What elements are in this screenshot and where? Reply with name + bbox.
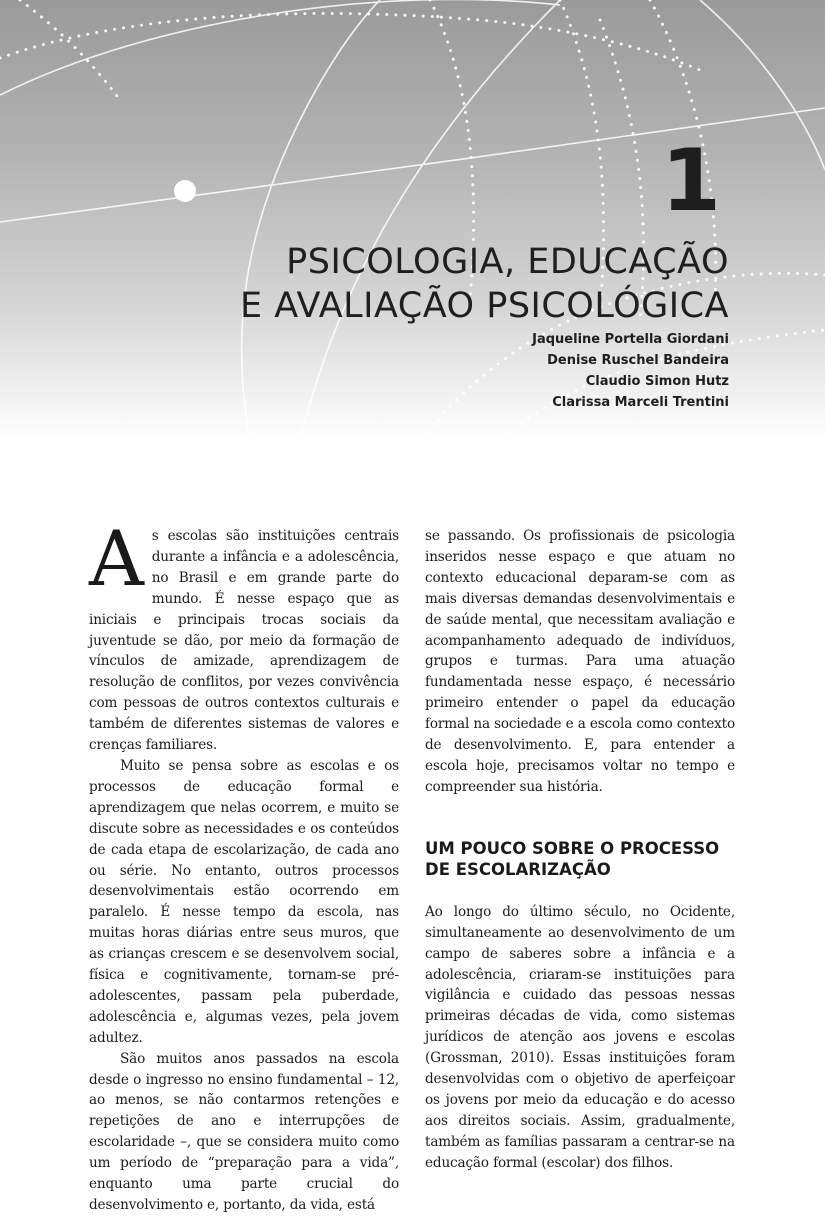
chapter-title-line-2: E AVALIAÇÃO PSICOLÓGICA xyxy=(240,286,729,326)
chapter-header xyxy=(0,0,825,440)
decorative-dot xyxy=(174,180,196,202)
chapter-title xyxy=(240,240,729,328)
author-name: Claudio Simon Hutz xyxy=(585,374,729,389)
body-paragraph: Ao longo do último século, no Ocidente, simultaneamente ao desenvolvimento de um campo de saberes sobre a infância e a adolescência, criaram-se instituições para vigilância e cuidado das pessoas nessas primeiras décadas de vida, como sistemas jurídicos de atenção aos jovens e escolas (Grossman, 2010). Essas instituições foram desenvolvidas com o objetivo de aperfeiçoar os jovens por meio da educação e do acesso aos direitos sociais. Assim, gradualmente, também as famílias passaram a centrar-se na educação formal (escolar) dos filhos. xyxy=(425,903,735,1171)
body-paragraph: Muito se pensa sobre as escolas e os processos de educação formal e aprendizagem que nelas ocorrem, e muito se discute sobre as necessidades e os conteúdos de cada etapa de escolarização, de cada ano ou série. No entanto, outros processos desenvolvimentais estão ocorrendo em paralelo. É nesse tempo da escola, nas muitas horas diárias entre seus muros, que as crianças crescem e se desenvolvem social, física e cognitivamente, tornam-se pré-adolescentes, passam pela puberdade, adolescência e, algumas vezes, pela jovem adultez. xyxy=(89,757,399,1046)
body-paragraph: São muitos anos passados na escola desde o ingresso no ensino fundamental – 12, ao menos, se não contarmos retenções e repetições de ano e interrupções de escolaridade –, que se considera muito como um período de “preparação para a vida”, enquanto uma parte crucial do desenvolvimento e, portanto, da vida, está xyxy=(89,1050,399,1213)
body-paragraph xyxy=(89,514,399,756)
left-column xyxy=(89,514,399,1216)
right-column xyxy=(425,526,735,1174)
chapter-title-line-1: PSICOLOGIA, EDUCAÇÃO xyxy=(286,242,729,282)
section-heading-line-2: DE ESCOLARIZAÇÃO xyxy=(425,859,611,879)
author-name: Jaqueline Portella Giordani xyxy=(532,332,729,347)
paragraph-text: s escolas são instituições centrais durante a infância e a adolescência, no Brasil e em grande parte do mundo. É nesse espaço que as iniciais e principais trocas sociais da juventude se dão, por meio da formação de vínculos de amizade, aprendizagem de resolução de conflitos, por vezes convivência com pessoas de outros contextos culturais e também de diferentes sistemas de valores e crenças familiares. xyxy=(89,528,399,754)
drop-cap: A xyxy=(89,514,144,603)
author-name: Clarissa Marceli Trentini xyxy=(552,395,729,410)
chapter-number: 1 xyxy=(661,131,721,231)
section-heading xyxy=(425,838,735,880)
author-name: Denise Ruschel Bandeira xyxy=(547,353,729,368)
body-paragraph: se passando. Os profissionais de psicologia inseridos nesse espaço e que atuam no contexto educacional deparam-se com as mais diversas demandas desenvolvimentais e de saúde mental, que necessitam avaliação e acompanhamento adequado de indivíduos, grupos e turmas. Para uma atuação fundamentada nesse espaço, é necessário primeiro entender o papel da educação formal na sociedade e a escola como contexto de desenvolvimento. E, para entender a escola hoje, precisamos voltar no tempo e compreender sua história. xyxy=(425,528,735,795)
section-heading-line-1: UM POUCO SOBRE O PROCESSO xyxy=(425,838,720,858)
author-list xyxy=(532,329,729,413)
